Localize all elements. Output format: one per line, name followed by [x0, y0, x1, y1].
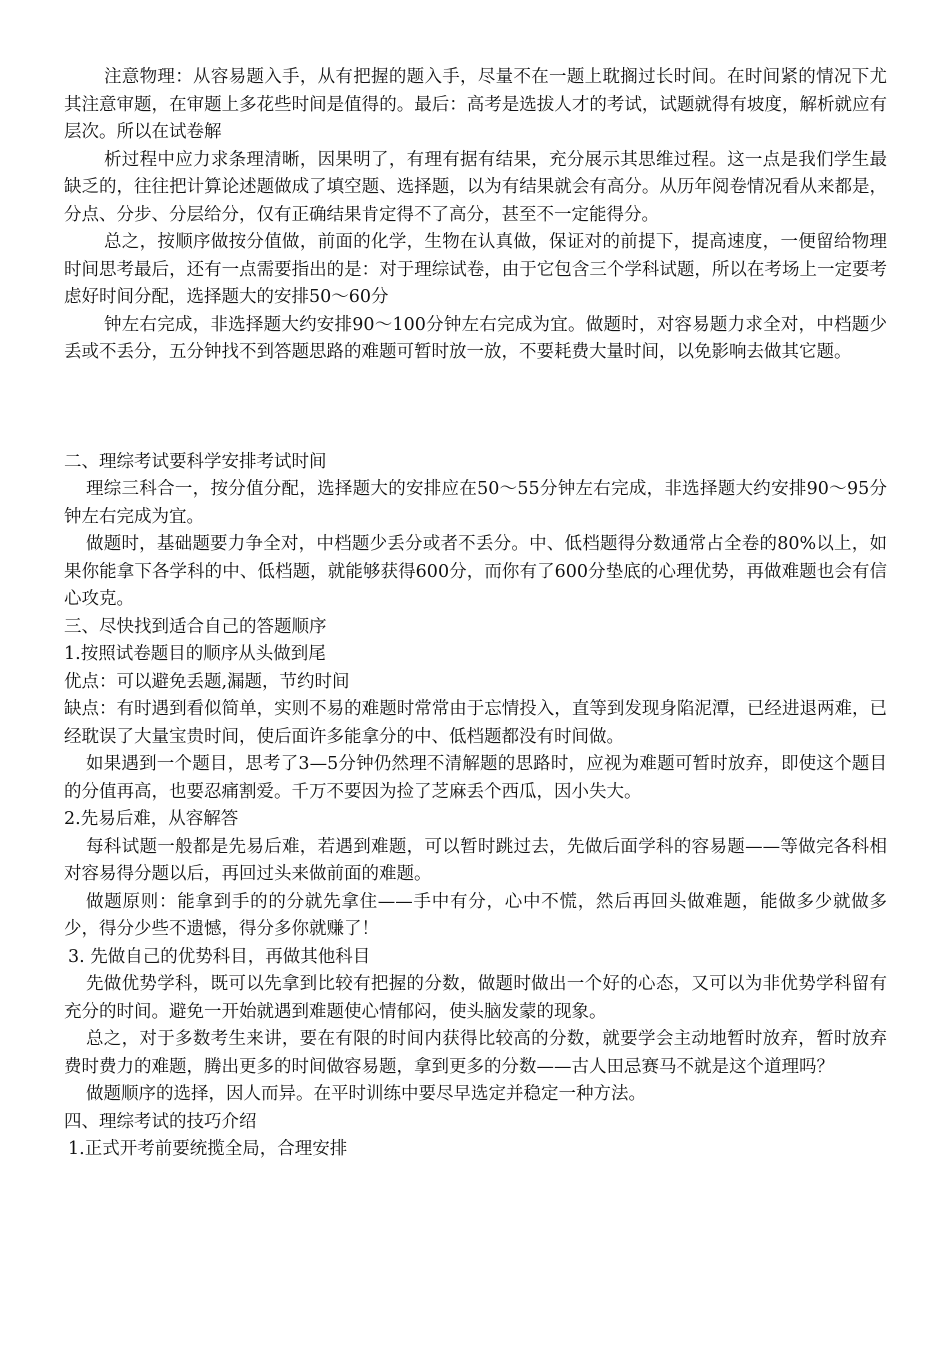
paragraph-principle: 做题原则：能拿到手的的分就先拿住——手中有分，心中不慌，然后再回头做难题，能做多少就做多少，得分少些不遗憾，得分多你就赚了！	[64, 891, 887, 939]
paragraph-three-subjects: 理综三科合一，按分值分配，选择题大的安排应在50～55分钟左右完成，非选择题大约安排90～95分钟左右完成为宜。	[64, 479, 887, 527]
paragraph-basic-questions: 做题时，基础题要力争全对，中档题少丢分或者不丢分。中、低档题得分数通常占全卷的80%以上，如果你能拿下各学科的中、低档题，就能够获得600分，而你有了600分垫底的心理优势，再做难题也会有信心攻克。	[64, 534, 887, 609]
section-heading-3: 三、尽快找到适合自己的答题顺序	[64, 616, 327, 637]
paragraph-easy-first: 每科试题一般都是先易后难，若遇到难题，可以暂时跳过去，先做后面学科的容易题——等做完各科相对容易得分题以后，再回过头来做前面的难题。	[64, 836, 887, 884]
subheading-techniques-1: 1.正式开考前要统揽全局，合理安排	[68, 1139, 348, 1159]
paragraph-advantages: 优点：可以避免丢题,漏题，节约时间	[64, 671, 350, 692]
section-gap	[64, 367, 887, 449]
subheading-order-1: 1.按照试卷题目的顺序从头做到尾	[64, 644, 326, 664]
paragraph-strength-first: 先做优势学科，既可以先拿到比较有把握的分数，做题时做出一个好的心态，又可以为非优势学科留有充分的时间。避免一开始就遇到难题使心情郁闷，使头脑发蒙的现象。	[64, 974, 887, 1022]
paragraph-analysis-process: 析过程中应力求条理清晰，因果明了，有理有据有结果，充分展示其思维过程。这一点是我们学生最缺乏的，往往把计算论述题做成了填空题、选择题，以为有结果就会有高分。从历年阅卷情况看从来都是，分点、分步、分层给分，仅有正确结果肯定得不了高分，甚至不一定能得分。	[64, 149, 887, 225]
document-page	[64, 64, 887, 1164]
paragraph-conclusion: 总之，对于多数考生来讲，要在有限的时间内获得比较高的分数，就要学会主动地暂时放弃，暂时放弃费时费力的难题，腾出更多的时间做容易题，拿到更多的分数——古人田忌赛马不就是这个道理吗？	[64, 1029, 887, 1077]
subheading-order-3: 3. 先做自己的优势科目，再做其他科目	[68, 946, 371, 967]
paragraph-time-allocation: 钟左右完成，非选择题大约安排90～100分钟左右完成为宜。做题时，对容易题力求全对，中档题少丢或不丢分，五分钟找不到答题思路的难题可暂时放一放，不要耗费大量时间，以免影响去做其它题。	[64, 314, 887, 362]
paragraph-physics-advice: 注意物理：从容易题入手，从有把握的题入手，尽量不在一题上耽搁过长时间。在时间紧的情况下尤其注意审题，在审题上多花些时间是值得的。最后：高考是选拔人才的考试，试题就得有坡度，解析就应有层次。所以在试卷解	[64, 67, 887, 142]
section-heading-2: 二、理综考试要科学安排考试时间	[64, 451, 327, 472]
paragraph-disadvantages: 缺点：有时遇到看似简单，实则不易的难题时常常由于忘情投入，直等到发现身陷泥潭，已经进退两难，已经耽误了大量宝贵时间，使后面许多能拿分的中、低档题都没有时间做。	[64, 699, 887, 747]
paragraph-order-choice: 做题顺序的选择，因人而异。在平时训练中要尽早选定并稳定一种方法。	[86, 1084, 646, 1104]
paragraph-skip-hard: 如果遇到一个题目，思考了3—5分钟仍然理不清解题的思路时，应视为难题可暂时放弃，即使这个题目的分值再高，也要忍痛割爱。千万不要因为捡了芝麻丢个西瓜，因小失大。	[64, 754, 887, 802]
paragraph-summary-order: 总之，按顺序做按分值做，前面的化学，生物在认真做，保证对的前提下，提高速度，一便留给物理时间思考最后，还有一点需要指出的是：对于理综试卷，由于它包含三个学科试题，所以在考场上一定要考虑好时间分配，选择题大的安排50～60分	[64, 232, 887, 307]
subheading-order-2: 2.先易后难，从容解答	[64, 809, 239, 829]
section-heading-4: 四、理综考试的技巧介绍	[64, 1111, 257, 1132]
